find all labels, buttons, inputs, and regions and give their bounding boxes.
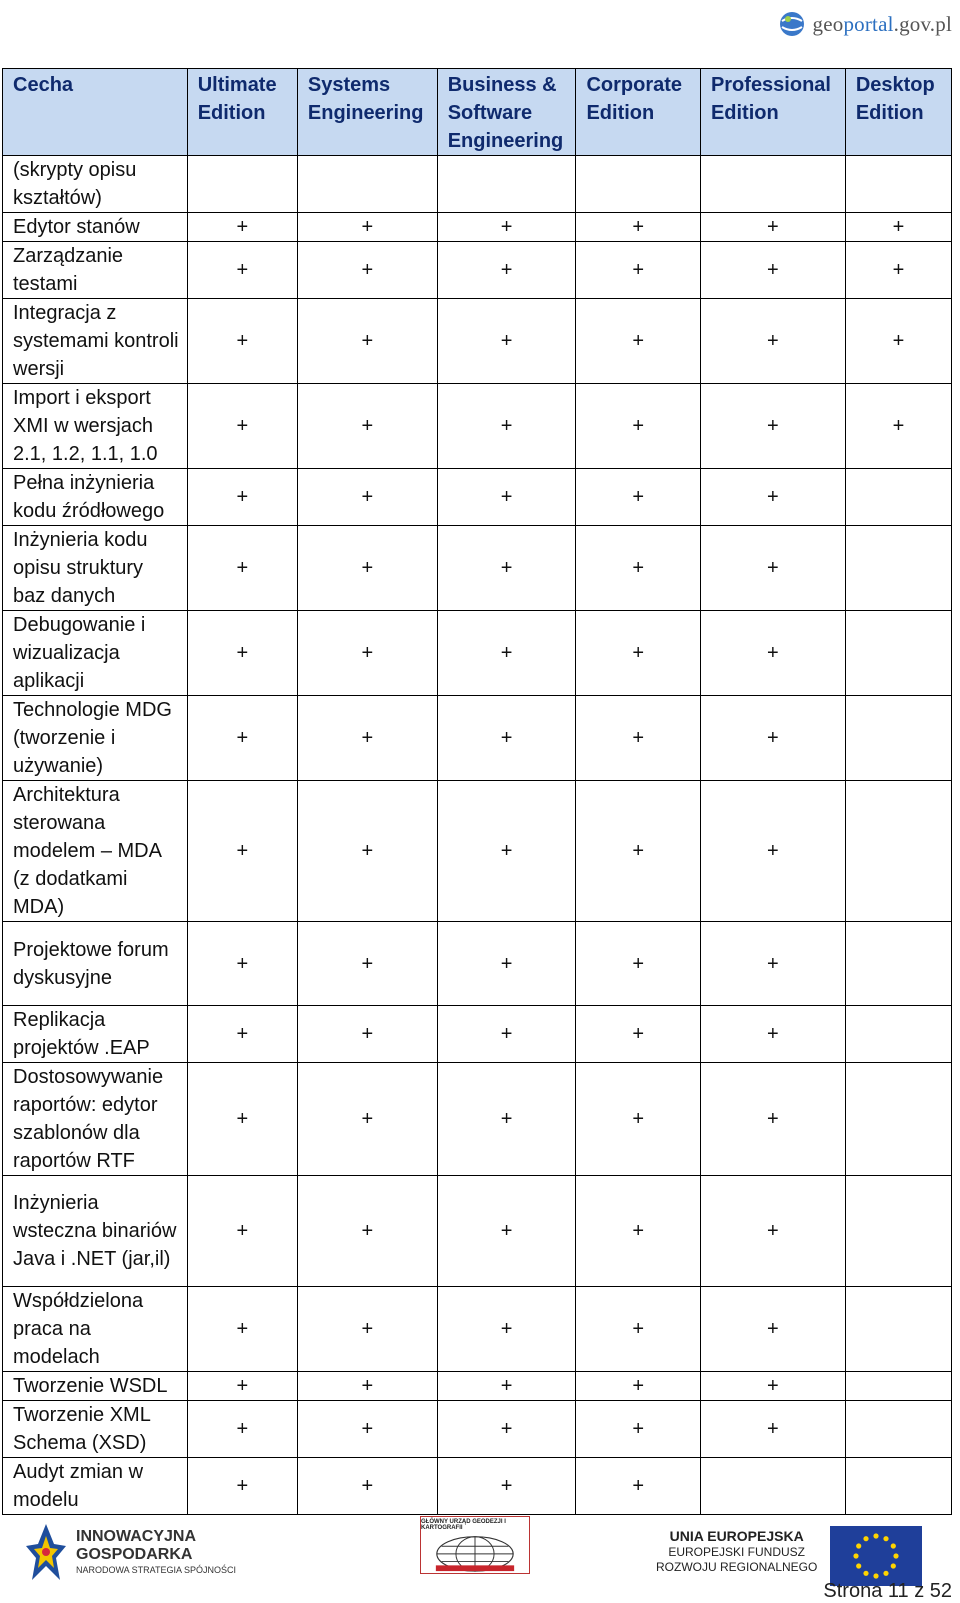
edition-support-cell: +: [187, 696, 297, 781]
edition-support-cell: +: [187, 1458, 297, 1515]
ig-line2: GOSPODARKA: [76, 1546, 193, 1563]
edition-support-cell: +: [187, 781, 297, 922]
feature-name-cell: Debugowanie i wizualizacja aplikacji: [3, 611, 188, 696]
edition-support-cell: +: [576, 384, 700, 469]
edition-support-cell: [700, 156, 845, 213]
edition-support-cell: +: [576, 696, 700, 781]
edition-support-cell: +: [576, 1006, 700, 1063]
edition-support-cell: +: [700, 1287, 845, 1372]
edition-support-cell: +: [700, 384, 845, 469]
gugik-logo: [420, 1516, 530, 1574]
edition-support-cell: +: [437, 1287, 576, 1372]
edition-support-cell: +: [297, 1287, 437, 1372]
edition-support-cell: [845, 1458, 951, 1515]
star-emblem-icon: [24, 1522, 68, 1582]
footer-logos: [0, 1516, 960, 1586]
feature-name-cell: Replikacja projektów .EAP: [3, 1006, 188, 1063]
edition-support-cell: [845, 696, 951, 781]
edition-support-cell: [187, 156, 297, 213]
edition-support-cell: +: [700, 299, 845, 384]
edition-support-cell: +: [297, 1372, 437, 1401]
edition-support-cell: [845, 1176, 951, 1287]
edition-support-cell: +: [187, 299, 297, 384]
edition-support-cell: +: [437, 1401, 576, 1458]
edition-support-cell: +: [576, 299, 700, 384]
column-header: Business & Software Engineering: [437, 69, 576, 156]
innowacyjna-gospodarka-logo: [24, 1522, 236, 1582]
edition-support-cell: +: [700, 469, 845, 526]
edition-support-cell: +: [700, 242, 845, 299]
edition-support-cell: +: [297, 384, 437, 469]
geoportal-wordmark: geoportal.gov.pl: [812, 11, 952, 36]
eu-line2: EUROPEJSKI FUNDUSZ: [668, 1545, 806, 1559]
feature-name-cell: Audyt zmian w modelu: [3, 1458, 188, 1515]
edition-support-cell: +: [576, 1287, 700, 1372]
edition-support-cell: +: [576, 781, 700, 922]
edition-support-cell: +: [297, 781, 437, 922]
edition-support-cell: +: [437, 384, 576, 469]
edition-support-cell: +: [576, 242, 700, 299]
edition-support-cell: +: [845, 242, 951, 299]
edition-support-cell: [576, 156, 700, 213]
edition-support-cell: +: [700, 1401, 845, 1458]
edition-support-cell: +: [297, 242, 437, 299]
table-row: [3, 611, 952, 696]
globe-grid-icon: [430, 1531, 520, 1573]
table-row: [3, 696, 952, 781]
table-row: [3, 299, 952, 384]
edition-support-cell: [437, 156, 576, 213]
feature-name-cell: Integracja z systemami kontroli wersji: [3, 299, 188, 384]
table-row: [3, 1176, 952, 1287]
column-header: Desktop Edition: [845, 69, 951, 156]
globe-icon: [777, 9, 807, 39]
edition-support-cell: +: [297, 213, 437, 242]
ig-line1: INNOWACYJNA: [76, 1528, 197, 1545]
feature-name-cell: Edytor stanów: [3, 213, 188, 242]
edition-support-cell: +: [437, 213, 576, 242]
edition-support-cell: +: [437, 1006, 576, 1063]
edition-support-cell: +: [187, 469, 297, 526]
table-row: [3, 469, 952, 526]
column-header: Systems Engineering: [297, 69, 437, 156]
edition-support-cell: [845, 1063, 951, 1176]
edition-support-cell: +: [297, 469, 437, 526]
edition-support-cell: [845, 1401, 951, 1458]
edition-support-cell: +: [297, 922, 437, 1006]
ig-line3: NARODOWA STRATEGIA SPÓJNOŚCI: [76, 1565, 237, 1575]
edition-support-cell: [845, 1287, 951, 1372]
edition-support-cell: +: [187, 611, 297, 696]
table-header-row: [3, 69, 952, 156]
table-row: [3, 1006, 952, 1063]
edition-support-cell: +: [297, 1401, 437, 1458]
edition-support-cell: +: [297, 696, 437, 781]
edition-support-cell: +: [187, 526, 297, 611]
edition-support-cell: +: [576, 469, 700, 526]
edition-support-cell: +: [700, 1063, 845, 1176]
edition-support-cell: +: [700, 1006, 845, 1063]
eu-line1: UNIA EUROPEJSKA: [669, 1528, 804, 1544]
edition-support-cell: +: [700, 1176, 845, 1287]
feature-name-cell: Architektura sterowana modelem – MDA (z dodatkami MDA): [3, 781, 188, 922]
edition-support-cell: +: [576, 1458, 700, 1515]
edition-support-cell: +: [297, 526, 437, 611]
edition-support-cell: +: [437, 922, 576, 1006]
table-row: [3, 1372, 952, 1401]
edition-support-cell: +: [297, 1176, 437, 1287]
edition-support-cell: +: [437, 469, 576, 526]
column-header: Professional Edition: [700, 69, 845, 156]
feature-name-cell: Technologie MDG (tworzenie i używanie): [3, 696, 188, 781]
feature-name-cell: Projektowe forum dyskusyjne: [3, 922, 188, 1006]
edition-support-cell: +: [187, 1176, 297, 1287]
edition-support-cell: +: [437, 299, 576, 384]
edition-support-cell: +: [437, 611, 576, 696]
edition-support-cell: +: [187, 1401, 297, 1458]
feature-name-cell: Tworzenie XML Schema (XSD): [3, 1401, 188, 1458]
edition-support-cell: +: [187, 1063, 297, 1176]
edition-support-cell: +: [576, 1063, 700, 1176]
column-header: Cecha: [3, 69, 188, 156]
feature-name-cell: Inżynieria wsteczna binariów Java i .NET (jar,il): [3, 1176, 188, 1287]
table-row: [3, 1458, 952, 1515]
table-row: [3, 1401, 952, 1458]
feature-name-cell: Tworzenie WSDL: [3, 1372, 188, 1401]
geoportal-logo: [777, 2, 952, 46]
edition-support-cell: +: [576, 1372, 700, 1401]
edition-support-cell: +: [297, 1006, 437, 1063]
page-number: Strona 11 z 52: [823, 1580, 952, 1602]
table-row: [3, 213, 952, 242]
edition-support-cell: +: [297, 1063, 437, 1176]
edition-support-cell: +: [187, 242, 297, 299]
edition-support-cell: +: [187, 213, 297, 242]
edition-support-cell: +: [437, 1176, 576, 1287]
table-row: [3, 1063, 952, 1176]
edition-support-cell: +: [187, 384, 297, 469]
edition-support-cell: +: [700, 922, 845, 1006]
table-row: [3, 1287, 952, 1372]
edition-support-cell: [845, 526, 951, 611]
edition-support-cell: +: [845, 213, 951, 242]
edition-support-cell: +: [297, 299, 437, 384]
edition-support-cell: +: [576, 213, 700, 242]
edition-support-cell: [845, 156, 951, 213]
table-row: [3, 922, 952, 1006]
feature-name-cell: Współdzielona praca na modelach: [3, 1287, 188, 1372]
edition-support-cell: [845, 469, 951, 526]
feature-name-cell: Inżynieria kodu opisu struktury baz danych: [3, 526, 188, 611]
edition-support-cell: [297, 156, 437, 213]
feature-name-cell: Zarządzanie testami: [3, 242, 188, 299]
edition-support-cell: +: [187, 922, 297, 1006]
feature-name-cell: Import i eksport XMI w wersjach 2.1, 1.2, 1.1, 1.0: [3, 384, 188, 469]
column-header: Ultimate Edition: [187, 69, 297, 156]
feature-comparison-table: [2, 68, 952, 1515]
edition-support-cell: +: [437, 1458, 576, 1515]
edition-support-cell: +: [437, 781, 576, 922]
table-row: [3, 242, 952, 299]
edition-support-cell: +: [187, 1287, 297, 1372]
edition-support-cell: [845, 611, 951, 696]
edition-support-cell: +: [437, 242, 576, 299]
table-row: [3, 781, 952, 922]
edition-support-cell: +: [700, 781, 845, 922]
edition-support-cell: +: [437, 1063, 576, 1176]
edition-support-cell: +: [437, 526, 576, 611]
feature-name-cell: Dostosowywanie raportów: edytor szablonów dla raportów RTF: [3, 1063, 188, 1176]
edition-support-cell: +: [576, 1401, 700, 1458]
edition-support-cell: +: [576, 611, 700, 696]
edition-support-cell: +: [845, 384, 951, 469]
edition-support-cell: +: [187, 1372, 297, 1401]
edition-support-cell: [845, 781, 951, 922]
column-header: Corporate Edition: [576, 69, 700, 156]
edition-support-cell: +: [576, 1176, 700, 1287]
table-row: [3, 526, 952, 611]
edition-support-cell: +: [437, 1372, 576, 1401]
edition-support-cell: +: [297, 611, 437, 696]
edition-support-cell: +: [700, 213, 845, 242]
table-row: [3, 156, 952, 213]
edition-support-cell: [845, 1372, 951, 1401]
gugik-text: GŁÓWNY URZĄD GEODEZJI I KARTOGRAFII: [421, 1519, 506, 1531]
edition-support-cell: +: [700, 526, 845, 611]
edition-support-cell: +: [700, 696, 845, 781]
edition-support-cell: [845, 1006, 951, 1063]
edition-support-cell: [700, 1458, 845, 1515]
eu-flag-icon: [830, 1526, 922, 1586]
edition-support-cell: [845, 922, 951, 1006]
edition-support-cell: +: [845, 299, 951, 384]
eu-line3: ROZWOJU REGIONALNEGO: [656, 1560, 818, 1574]
edition-support-cell: +: [576, 526, 700, 611]
eu-fund-text: [656, 1528, 817, 1575]
edition-support-cell: +: [576, 922, 700, 1006]
edition-support-cell: +: [700, 1372, 845, 1401]
edition-support-cell: +: [187, 1006, 297, 1063]
edition-support-cell: +: [437, 696, 576, 781]
edition-support-cell: +: [700, 611, 845, 696]
feature-name-cell: Pełna inżynieria kodu źródłowego: [3, 469, 188, 526]
table-row: [3, 384, 952, 469]
edition-support-cell: +: [297, 1458, 437, 1515]
feature-name-cell: (skrypty opisu kształtów): [3, 156, 188, 213]
